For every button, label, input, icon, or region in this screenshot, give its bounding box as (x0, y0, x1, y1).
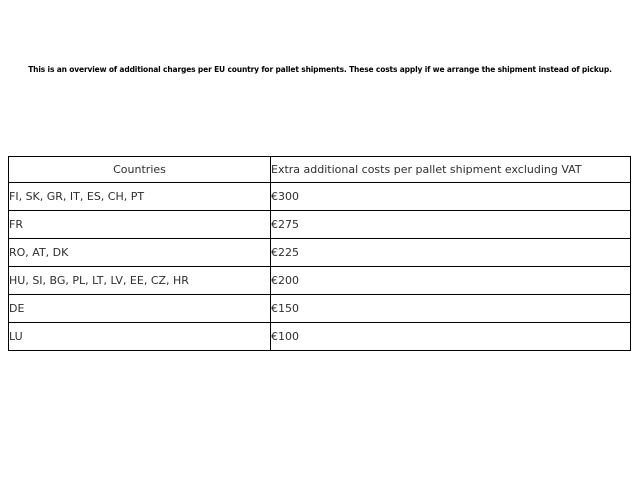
intro-note: This is an overview of additional charges per EU country for pallet shipments. These costs apply if we arrange the shipment instead of pickup. (28, 65, 612, 74)
table-header-row (9, 157, 631, 183)
table-row (9, 295, 631, 323)
table-row (9, 183, 631, 211)
countries-cell: LU (9, 323, 271, 351)
table-row (9, 239, 631, 267)
cost-cell: €200 (271, 267, 631, 295)
countries-cell: FR (9, 211, 271, 239)
column-header-countries: Countries (9, 157, 271, 183)
cost-cell: €100 (271, 323, 631, 351)
column-header-extra-costs: Extra additional costs per pallet shipment excluding VAT (271, 157, 631, 183)
cost-cell: €225 (271, 239, 631, 267)
countries-cell: DE (9, 295, 271, 323)
table-row (9, 267, 631, 295)
cost-cell: €300 (271, 183, 631, 211)
table-row (9, 211, 631, 239)
countries-cell: FI, SK, GR, IT, ES, CH, PT (9, 183, 271, 211)
cost-cell: €150 (271, 295, 631, 323)
table-row (9, 323, 631, 351)
cost-cell: €275 (271, 211, 631, 239)
countries-cell: HU, SI, BG, PL, LT, LV, EE, CZ, HR (9, 267, 271, 295)
countries-cell: RO, AT, DK (9, 239, 271, 267)
charges-table (8, 156, 631, 351)
